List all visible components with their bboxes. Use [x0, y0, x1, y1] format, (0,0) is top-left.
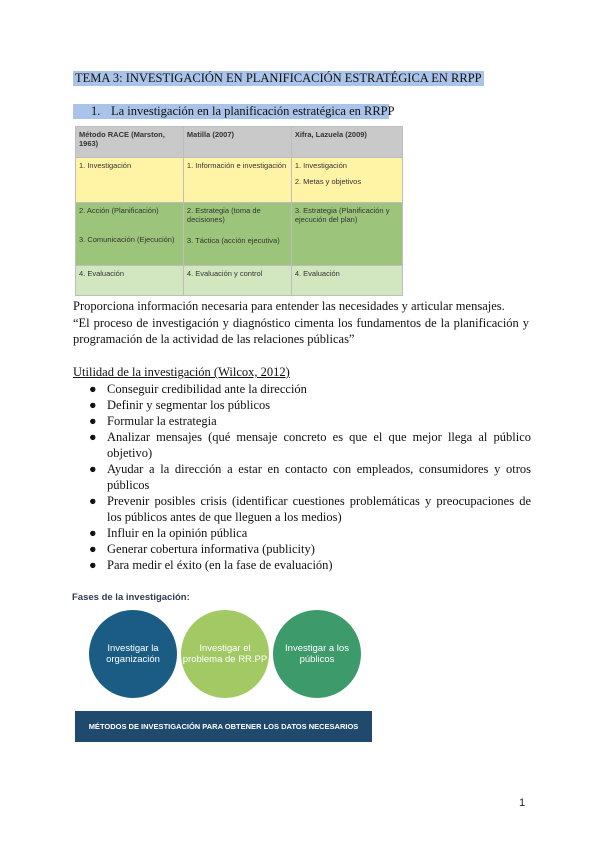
list-item — [73, 493, 531, 525]
list-item-text: Prevenir posibles crisis (identificar cuestiones problemáticas y preocupaciones de los públicos antes de que lleguen a los medios) — [107, 494, 531, 524]
list-item-text: Conseguir credibilidad ante la dirección — [107, 382, 307, 396]
paragraph-quote: “El proceso de investigación y diagnóstico cimenta los fundamentos de la planificación y programación de la actividad de las relaciones públicas” — [73, 316, 529, 346]
cell-text: 1. Investigación — [79, 161, 132, 170]
phases-title: Fases de la investigación: — [72, 592, 190, 603]
table-header-row — [76, 127, 403, 158]
phases-diagram — [87, 608, 377, 700]
bullet-icon: ● — [89, 526, 97, 540]
table-header-matilla: Matilla (2007) — [183, 127, 291, 158]
phase-circle-publics — [271, 608, 363, 700]
cell-text: 3. Estrategia (Planificación y ejecución del plan) — [294, 206, 390, 224]
list-item-text: Influir en la opinión pública — [107, 526, 248, 540]
table-cell — [76, 266, 184, 296]
phase-circle-problem — [179, 608, 271, 700]
list-item — [73, 381, 531, 397]
list-item — [73, 461, 531, 493]
list-item-text: Definir y segmentar los públicos — [107, 398, 271, 412]
table-header-xifra: Xifra, Lazuela (2009) — [291, 127, 402, 158]
table-header-race: Método RACE (Marston, 1963) — [76, 127, 184, 158]
table-cell — [183, 158, 291, 203]
list-item — [73, 541, 531, 557]
cell-text: 3. Comunicación (Ejecución) — [79, 235, 175, 244]
table-cell — [183, 203, 291, 266]
table-cell — [291, 158, 402, 203]
table-cell — [76, 203, 184, 266]
page-title: TEMA 3: INVESTIGACIÓN EN PLANIFICACIÓN ESTRATÉGICA EN RRPP — [75, 71, 482, 85]
bullet-icon: ● — [89, 430, 97, 444]
list-item — [73, 397, 531, 413]
bullet-icon: ● — [89, 398, 97, 412]
table-cell — [291, 266, 402, 296]
table-row — [76, 158, 403, 203]
page-number: 1 — [519, 797, 526, 809]
list-item-text: Generar cobertura informativa (publicity) — [107, 542, 315, 556]
section-heading-text: La investigación en la planificación estratégica en RRPP — [111, 104, 395, 118]
section-heading — [73, 104, 395, 119]
cell-text: 2. Estrategia (toma de decisiones) — [186, 206, 261, 224]
paragraph-needs: Proporciona información necesaria para entender las necesidades y articular mensajes. — [73, 299, 505, 313]
list-item-text: Analizar mensajes (qué mensaje concreto es que el que mejor llega al público objetivo) — [107, 430, 531, 460]
cell-text: 2. Metas y objetivos — [294, 177, 362, 186]
table-cell — [76, 158, 184, 203]
cell-text: 1. Información e investigación — [186, 161, 287, 170]
table-cell — [291, 203, 402, 266]
cell-text: 3. Táctica (acción ejecutiva) — [186, 236, 280, 245]
list-item-text: Formular la estrategia — [107, 414, 217, 428]
cell-text: 4. Evaluación — [294, 269, 340, 278]
bullet-icon: ● — [89, 382, 97, 396]
bullet-icon: ● — [89, 542, 97, 556]
table-row — [76, 266, 403, 296]
table-cell — [183, 266, 291, 296]
banner-text: MÉTODOS DE INVESTIGACIÓN PARA OBTENER LOS DATOS NECESARIOS — [88, 721, 359, 731]
phase-circle-organization — [87, 608, 179, 700]
utility-list — [73, 381, 531, 573]
list-item — [73, 413, 531, 429]
phase-label: Investigar el problema de RR.PP — [182, 643, 268, 665]
list-item-text: Ayudar a la dirección a estar en contacto con empleados, consumidores y otros públicos — [107, 462, 531, 492]
cell-text: 1. Investigación — [294, 161, 347, 170]
methods-table — [75, 126, 403, 296]
bullet-icon: ● — [89, 414, 97, 428]
cell-text: 4. Evaluación — [79, 269, 125, 278]
list-item — [73, 429, 531, 461]
table-row — [76, 203, 403, 266]
list-item-text: Para medir el éxito (en la fase de evaluación) — [107, 558, 333, 572]
cell-text: 2. Acción (Planificación) — [79, 206, 159, 215]
list-item — [73, 557, 531, 573]
bullet-icon: ● — [89, 558, 97, 572]
section-number: 1. — [91, 104, 101, 118]
methods-banner — [75, 711, 372, 742]
list-item — [73, 525, 531, 541]
bullet-icon: ● — [89, 494, 97, 508]
phase-label: Investigar la organización — [106, 643, 160, 665]
cell-text: 4. Evaluación y control — [186, 269, 263, 278]
utility-heading: Utilidad de la investigación (Wilcox, 2012) — [73, 365, 290, 379]
phase-label: Investigar a los públicos — [285, 643, 349, 665]
bullet-icon: ● — [89, 462, 97, 476]
